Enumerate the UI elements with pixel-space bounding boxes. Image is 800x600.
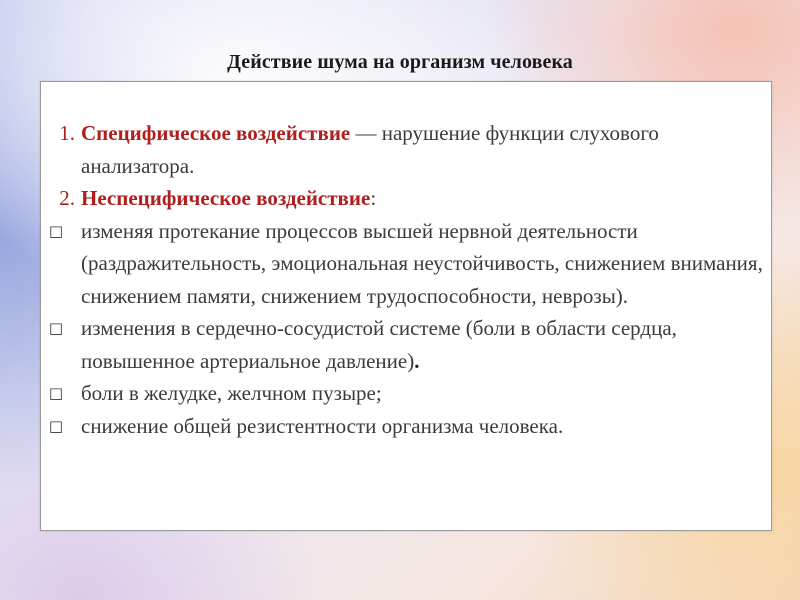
bullet-text: боли в желудке, желчном пузыре; <box>81 381 382 405</box>
content-list <box>41 117 773 442</box>
item-text: : <box>370 186 377 210</box>
slide-title: Действие шума на организм человека <box>227 51 573 73</box>
term-nonspecific: Неспецифическое воздействие <box>81 186 371 210</box>
bullet-text: изменения в сердечно-сосудистой системе (боли в области сердца, повышенное артериальное давление) <box>81 316 677 373</box>
bullet-text-tail: . <box>414 348 420 373</box>
list-number: 1. <box>59 121 75 145</box>
bullet-text: снижение общей резистентности организма человека. <box>81 413 564 438</box>
bullet-item <box>41 377 773 410</box>
checkbox-bullet-icon: □ <box>48 416 64 435</box>
bullet-text: изменяя протекание процессов высшей нервной деятельности (раздражительность, эмоциональная неустойчивость, снижением внимания, снижением памяти, снижением трудоспособности, неврозы). <box>81 218 763 308</box>
list-item-nonspecific <box>41 182 773 215</box>
checkbox-bullet-icon: □ <box>48 221 64 240</box>
bullet-item <box>41 312 773 377</box>
term-specific: Специфическое воздействие <box>81 121 351 145</box>
item-text: — нарушение функции слухового анализатора. <box>81 121 659 178</box>
checkbox-bullet-icon: □ <box>48 319 64 337</box>
list-item-specific <box>41 117 773 182</box>
bullet-item <box>41 410 773 443</box>
content-box <box>40 81 772 531</box>
bullet-item <box>41 215 773 313</box>
checkbox-bullet-icon: □ <box>48 384 64 402</box>
list-number: 2. <box>59 186 75 210</box>
